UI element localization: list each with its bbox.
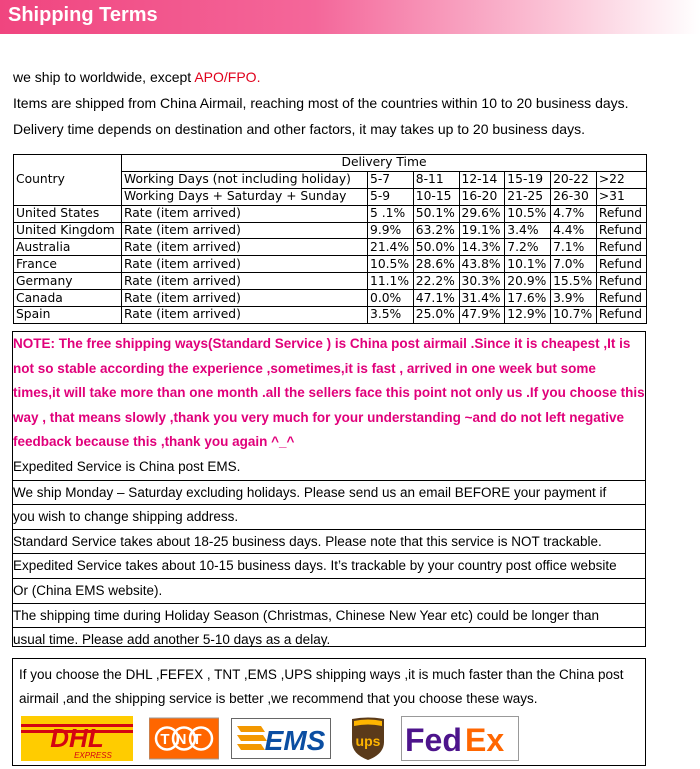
working-days-range: 8-11 [413,171,459,188]
svg-text:TNT: TNT [160,731,208,748]
country-cell: United Kingdom [14,222,122,239]
rate-value-cell: 10.1% [505,256,551,273]
rate-value-cell: 22.2% [413,273,459,290]
working-days-range: 15-19 [505,171,551,188]
rate-value-cell: 15.5% [551,273,597,290]
rate-value-cell: 10.5% [505,205,551,222]
rate-value-cell: Refund [596,290,646,307]
country-cell: Canada [14,290,122,307]
rate-value-cell: 47.1% [413,290,459,307]
free-shipping-note: NOTE: The free shipping ways(Standard Service ) is China post airmail .Since it is cheapest ,It is not so stable according the experience ,sometimes,it is fast , arrived in one week but some times,it will take more than one month .all the sellers face this point not only us .If you choose this way , that means slowly ,thank you very much for your understanding ~and do not left negative feedback because this ,thank you again ^_^ [13,336,645,450]
ems-logo [231,716,331,761]
rate-value-cell: Refund [596,222,646,239]
rate-value-cell: 4.7% [551,205,597,222]
rate-label-cell: Rate (item arrived) [122,256,368,273]
weekend-days-range: 21-25 [505,188,551,205]
country-cell: France [14,256,122,273]
rate-value-cell: 7.0% [551,256,597,273]
rate-value-cell: 4.4% [551,222,597,239]
rate-value-cell: 21.4% [368,239,414,256]
table-row [14,307,647,324]
rate-value-cell: Refund [596,273,646,290]
table-row [14,239,647,256]
intro-text [13,64,693,142]
intro-line-3: Delivery time depends on destination and other factors, it may takes up to 20 business days. [13,121,585,137]
weekend-days-label: Working Days + Saturday + Sunday [122,188,368,205]
rate-value-cell: 29.6% [459,205,505,222]
rate-value-cell: 12.9% [505,307,551,324]
rate-value-cell: 50.1% [413,205,459,222]
weekend-days-range: >31 [596,188,646,205]
svg-text:EXPRESS: EXPRESS [74,751,112,760]
rate-value-cell: 7.1% [551,239,597,256]
rate-value-cell: 31.4% [459,290,505,307]
rate-value-cell: Refund [596,239,646,256]
svg-text:EMS: EMS [264,725,326,756]
rate-value-cell: 7.2% [505,239,551,256]
dhl-logo [21,716,133,761]
rate-value-cell: 9.9% [368,222,414,239]
rate-label-cell: Rate (item arrived) [122,307,368,324]
table-row [14,273,647,290]
rate-value-cell: 63.2% [413,222,459,239]
rate-value-cell: 28.6% [413,256,459,273]
rate-value-cell: 14.3% [459,239,505,256]
rate-value-cell: Refund [596,205,646,222]
notice-line: Or (China EMS website). [13,578,645,603]
notice-line: Expedited Service is China post EMS. [13,459,241,474]
delivery-time-table [13,154,647,324]
weekend-days-range: 5-9 [368,188,414,205]
notice-line: Standard Service takes about 18-25 business days. Please note that this service is NOT trackable. [13,529,645,554]
table-row [14,290,647,307]
country-header: Country [14,155,122,206]
working-days-range: 5-7 [368,171,414,188]
rate-value-cell: 17.6% [505,290,551,307]
country-cell: Australia [14,239,122,256]
header-banner [0,0,700,34]
table-row [14,256,647,273]
country-cell: Spain [14,307,122,324]
delivery-time-header: Delivery Time [122,155,647,172]
notice-line: Expedited Service takes about 10-15 business days. It’s trackable by your country post office website [13,553,645,578]
svg-text:Ex: Ex [465,722,505,758]
svg-text:ups: ups [355,733,381,749]
page-title: Shipping Terms [8,4,158,26]
fedex-logo [401,716,519,761]
rate-value-cell: 3.9% [551,290,597,307]
rate-value-cell: 25.0% [413,307,459,324]
table-row [14,205,647,222]
rate-value-cell: 10.7% [551,307,597,324]
rate-value-cell: 30.3% [459,273,505,290]
svg-text:Fed: Fed [405,722,462,758]
country-cell: United States [14,205,122,222]
rate-value-cell: 3.4% [505,222,551,239]
weekend-days-range: 10-15 [413,188,459,205]
working-days-range: >22 [596,171,646,188]
notice-line: usual time. Please add another 5-10 days as a delay. [13,627,645,652]
notice-line: you wish to change shipping address. [13,504,645,529]
rate-value-cell: 10.5% [368,256,414,273]
rate-value-cell: 50.0% [413,239,459,256]
rate-value-cell: 43.8% [459,256,505,273]
intro-line-1: we ship to worldwide, except APO/FPO. [13,69,261,85]
country-cell: Germany [14,273,122,290]
rate-value-cell: 11.1% [368,273,414,290]
rate-value-cell: 20.9% [505,273,551,290]
table-row [14,222,647,239]
rate-value-cell: Refund [596,307,646,324]
notice-line: We ship Monday – Saturday excluding holidays. Please send us an email BEFORE your payment if [13,480,645,505]
rate-value-cell: 47.9% [459,307,505,324]
rate-value-cell: 5 .1% [368,205,414,222]
rate-value-cell: 3.5% [368,307,414,324]
notice-line: The shipping time during Holiday Season (Christmas, Chinese New Year etc) could be longer than [13,603,645,628]
rate-label-cell: Rate (item arrived) [122,273,368,290]
shipping-details [13,455,645,652]
weekend-days-range: 26-30 [551,188,597,205]
working-days-label: Working Days (not including holiday) [122,171,368,188]
rate-value-cell: 19.1% [459,222,505,239]
tnt-logo [149,716,219,761]
ups-logo [349,716,387,761]
courier-section [12,658,646,766]
weekend-days-range: 16-20 [459,188,505,205]
rate-value-cell: 0.0% [368,290,414,307]
rate-label-cell: Rate (item arrived) [122,290,368,307]
working-days-range: 20-22 [551,171,597,188]
excluded-regions: APO/FPO. [194,69,261,85]
working-days-range: 12-14 [459,171,505,188]
intro-line-2: Items are shipped from China Airmail, reaching most of the countries within 10 to 20 business days. [13,95,629,111]
shipping-notice [12,331,646,647]
courier-recommendation: If you choose the DHL ,FEFEX , TNT ,EMS ,UPS shipping ways ,it is much faster than the China post airmail ,and the shipping service is better ,we recommend that you choose these ways. [19,667,624,706]
rate-label-cell: Rate (item arrived) [122,205,368,222]
rate-label-cell: Rate (item arrived) [122,222,368,239]
rate-label-cell: Rate (item arrived) [122,239,368,256]
rate-value-cell: Refund [596,256,646,273]
svg-text:DHL: DHL [50,723,104,753]
